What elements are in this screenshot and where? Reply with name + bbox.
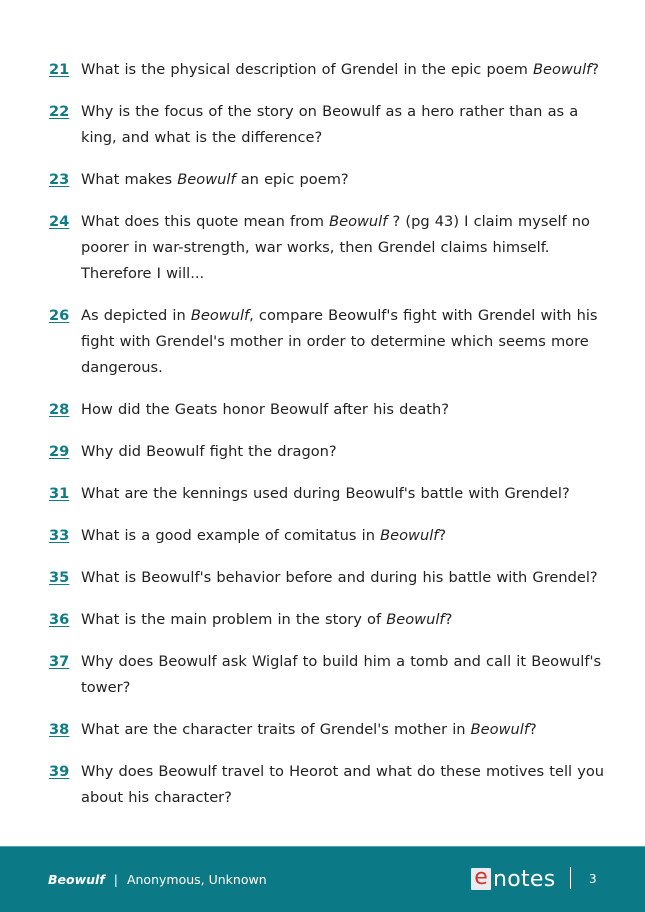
question-number-link[interactable]: 22 bbox=[49, 103, 70, 120]
question-text: What does this quote mean from Beowulf ? (pg 43) I claim myself no poorer in war-strength, war works, then Grendel claims himself. Therefore I will... bbox=[81, 213, 590, 282]
question-item bbox=[49, 439, 609, 465]
question-item bbox=[49, 303, 609, 381]
question-item bbox=[49, 759, 609, 811]
question-text: Why is the focus of the story on Beowulf as a hero rather than as a king, and what is the difference? bbox=[81, 103, 579, 146]
question-number-link[interactable]: 26 bbox=[49, 307, 70, 324]
question-text: What is a good example of comitatus in Beowulf? bbox=[81, 527, 447, 544]
question-text: What is Beowulf's behavior before and during his battle with Grendel? bbox=[81, 569, 598, 586]
question-text: Why does Beowulf travel to Heorot and what do these motives tell you about his character? bbox=[81, 763, 605, 806]
question-text: As depicted in Beowulf, compare Beowulf's fight with Grendel with his fight with Grendel's mother in order to determine which seems more dangerous. bbox=[81, 307, 598, 376]
question-number-link[interactable]: 39 bbox=[49, 763, 70, 780]
question-text: What is the physical description of Grendel in the epic poem Beowulf? bbox=[81, 61, 600, 78]
book-author: Anonymous, Unknown bbox=[126, 872, 267, 887]
question-item bbox=[49, 397, 609, 423]
question-number-link[interactable]: 31 bbox=[49, 485, 70, 502]
question-item bbox=[49, 607, 609, 633]
question-item bbox=[49, 565, 609, 591]
question-number-link[interactable]: 23 bbox=[49, 171, 70, 188]
question-item bbox=[49, 99, 609, 151]
enotes-e-icon: e bbox=[471, 868, 491, 890]
question-number-link[interactable]: 33 bbox=[49, 527, 70, 544]
question-item bbox=[49, 167, 609, 193]
book-title: Beowulf bbox=[48, 872, 105, 887]
question-text: What are the character traits of Grendel's mother in Beowulf? bbox=[81, 721, 537, 738]
question-text: Why did Beowulf fight the dragon? bbox=[81, 443, 337, 460]
question-number-link[interactable]: 24 bbox=[49, 213, 70, 230]
question-number-link[interactable]: 28 bbox=[49, 401, 70, 418]
question-item bbox=[49, 523, 609, 549]
question-number-link[interactable]: 37 bbox=[49, 653, 70, 670]
question-number-link[interactable]: 35 bbox=[49, 569, 70, 586]
page-number: 3 bbox=[589, 872, 597, 886]
question-text: What makes Beowulf an epic poem? bbox=[81, 171, 349, 188]
enotes-logo[interactable] bbox=[471, 866, 556, 892]
footer-separator: | bbox=[113, 872, 118, 887]
question-item bbox=[49, 649, 609, 701]
question-item bbox=[49, 717, 609, 743]
question-text: What is the main problem in the story of Beowulf? bbox=[81, 611, 453, 628]
footer-book-info bbox=[48, 872, 267, 887]
question-number-link[interactable]: 29 bbox=[49, 443, 70, 460]
enotes-wordmark: notes bbox=[493, 866, 556, 892]
question-text: How did the Geats honor Beowulf after his death? bbox=[81, 401, 450, 418]
question-item bbox=[49, 57, 609, 83]
question-text: Why does Beowulf ask Wiglaf to build him a tomb and call it Beowulf's tower? bbox=[81, 653, 602, 696]
question-number-link[interactable]: 36 bbox=[49, 611, 70, 628]
question-number-link[interactable]: 38 bbox=[49, 721, 70, 738]
question-item bbox=[49, 209, 609, 287]
footer-divider bbox=[570, 867, 571, 889]
question-item bbox=[49, 481, 609, 507]
question-number-link[interactable]: 21 bbox=[49, 61, 70, 78]
page-footer bbox=[0, 846, 645, 912]
question-text: What are the kennings used during Beowulf's battle with Grendel? bbox=[81, 485, 570, 502]
